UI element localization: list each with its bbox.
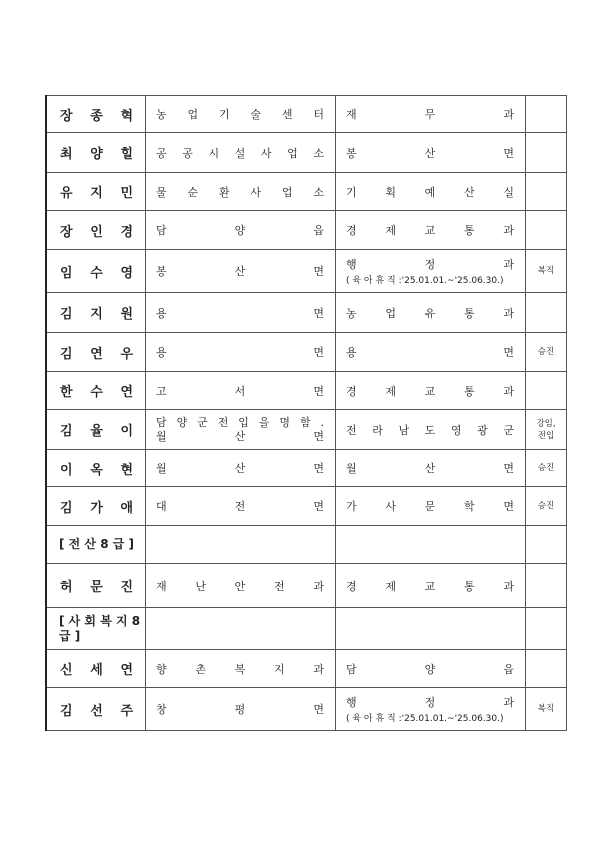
to-department: 재 무 과: [346, 108, 514, 121]
person-name: 김 연 우: [60, 346, 133, 362]
remark: 승진: [537, 347, 555, 357]
person-name: 이 옥 현: [60, 462, 133, 478]
to-department: 경 제 교 통 과: [346, 224, 514, 237]
table-row: [46, 410, 567, 450]
from-department: 담 양 읍: [156, 224, 324, 237]
from-department-line2: 월 산 면: [156, 429, 324, 443]
to-department: 경 제 교 통 과: [346, 384, 514, 398]
person-name: 임 수 영: [60, 265, 133, 281]
to-department: 행 정 과: [346, 258, 514, 271]
to-department: 용 면: [346, 346, 514, 359]
from-department: 향 촌 복 지 과: [156, 662, 324, 676]
remark: 복직: [537, 266, 555, 276]
from-department: 재 난 안 전 과: [156, 579, 324, 593]
to-department: 봉 산 면: [346, 146, 514, 160]
section-label: [ 사 회 복 지 8 급 ]: [59, 613, 141, 643]
table-row: [46, 250, 567, 293]
to-department: 담 양 읍: [346, 662, 514, 676]
to-department: 농 업 유 통 과: [346, 306, 514, 320]
table-row: [46, 173, 567, 211]
person-name: 유 지 민: [60, 186, 133, 201]
person-name: 최 양 힐: [60, 147, 133, 162]
table-row: [46, 526, 567, 564]
table-row: [46, 487, 567, 526]
to-department: 행 정 과: [346, 696, 514, 709]
from-department: 담 양 군 전 입 을 명 함 .: [156, 415, 324, 429]
leave-period: ( 육 아 휴 직 :'25.01.01.~'25.06.30.): [346, 714, 504, 724]
table-row: [46, 450, 567, 487]
to-department: 경 제 교 통 과: [346, 579, 514, 593]
table-row: [46, 650, 567, 688]
person-name: 신 세 연: [60, 663, 133, 678]
section-label: [ 전 산 8 급 ]: [59, 537, 134, 551]
remark: 복직: [537, 704, 555, 714]
from-department: 공 공 시 설 사 업 소: [156, 146, 324, 160]
table-row: [46, 133, 567, 173]
person-name: 장 인 경: [60, 224, 133, 240]
table-row: [46, 333, 567, 372]
to-department: 월 산 면: [346, 462, 514, 475]
remark: 강임, 전입: [536, 418, 556, 441]
personnel-table: [45, 95, 567, 731]
from-department: 물 순 환 사 업 소: [156, 185, 324, 199]
from-department: 농 업 기 술 센 터: [156, 108, 324, 121]
from-department: 대 전 면: [156, 500, 324, 513]
person-name: 허 문 진: [60, 580, 133, 595]
remark: 승진: [537, 501, 555, 511]
table-row: [46, 372, 567, 410]
person-name: 장 종 혁: [60, 108, 133, 124]
to-department: 전 라 남 도 영 광 군: [346, 423, 514, 437]
table-row: [46, 96, 567, 133]
person-name: 김 율 이: [60, 424, 133, 439]
table-row: [46, 293, 567, 333]
from-department: 용 면: [156, 306, 324, 320]
table-row: [46, 688, 567, 731]
table-row: [46, 608, 567, 650]
to-department: 기 획 예 산 실: [346, 185, 514, 199]
person-name: 김 가 애: [60, 500, 133, 516]
person-name: 김 지 원: [60, 307, 133, 322]
from-department: 용 면: [156, 346, 324, 359]
leave-period: ( 육 아 휴 직 :'25.01.01.~'25.06.30.): [346, 276, 504, 286]
person-name: 김 선 주: [60, 703, 133, 719]
to-department: 가 사 문 학 면: [346, 500, 514, 513]
table-row: [46, 211, 567, 250]
person-name: 한 수 연: [60, 385, 133, 400]
from-department: 봉 산 면: [156, 265, 324, 278]
from-department: 월 산 면: [156, 462, 324, 475]
from-department: 고 서 면: [156, 384, 324, 398]
remark: 승진: [537, 463, 555, 473]
from-department: 창 평 면: [156, 703, 324, 716]
table-row: [46, 564, 567, 608]
